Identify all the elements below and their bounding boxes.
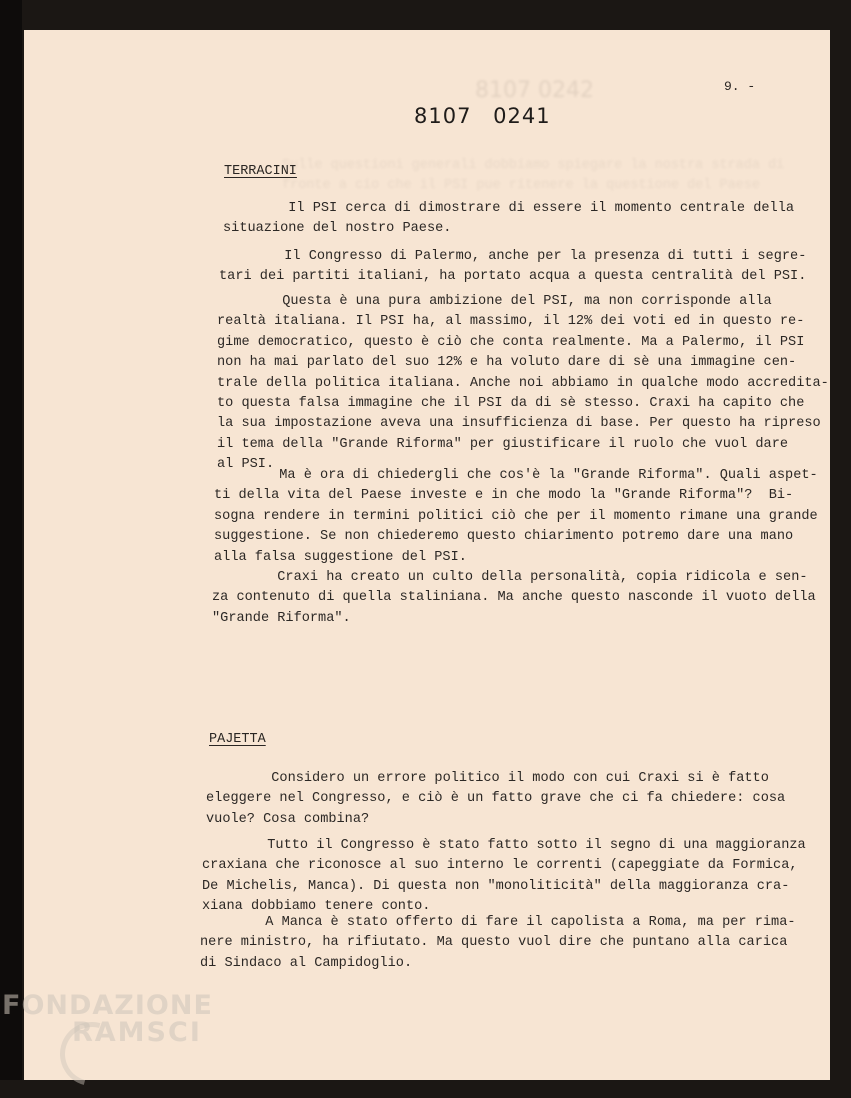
document-page [24, 30, 830, 1080]
paragraph: Craxi ha creato un culto della personalità, copia ridicola e sen- za contenuto di quella staliniana. Ma anche questo nasconde il vuoto della "Grande Riforma". [212, 570, 816, 626]
paragraph: Tutto il Congresso è stato fatto sotto il segno di una maggioranza craxiana che riconosce al suo interno le correnti (capeggiate da Formica, De Michelis, Manca). Di questa non "monoliticità" della maggioranza cra- xiana dobbiamo tenere conto. [202, 838, 806, 915]
ghost-line: fronte a cio che il PSI pue ritenere la questione del Paese [282, 178, 760, 193]
ghost-line: Sulle questioni generali dobbiamo spiegare la nostra strada di [282, 158, 785, 173]
paragraph: Il Congresso di Palermo, anche per la presenza di tutti i segre- tari dei partiti italiani, ha portato acqua a questa centralità del PSI. [219, 249, 807, 285]
watermark-line: FONDAZIONE [2, 990, 213, 1021]
page-number: 9. - [724, 79, 756, 94]
paragraph: Ma è ora di chiedergli che cos'è la "Grande Riforma". Quali aspet- ti della vita del Paese investe e in che modo la "Grande Riforma"? Bi- sogna rendere in termini politici ciò che per il momento rimane una grande suggestione. Se non chiederemo questo chiarimento potremo dare una mano alla falsa suggestione del PSI. [214, 468, 818, 565]
binder-edge [0, 0, 22, 1080]
speaker-heading: PAJETTA [209, 732, 266, 747]
watermark-line: RAMSCI [72, 1017, 202, 1048]
paragraph: Questa è una pura ambizione del PSI, ma non corrisponde alla realtà italiana. Il PSI ha, al massimo, il 12% dei voti ed in questo re- gime democratico, questo è ciò che conta realmente. Ma a Palermo, il PSI non ha mai parlato del suo 12% e ha voluto dare di sè una immagine cen- trale della politica italiana. Anche noi abbiamo in qualche modo accredita- to questa falsa immagine che il PSI da di sè stesso. Craxi ha capito che la sua impostazione aveva una insufficienza di base. Per questo ha ripreso il tema della "Grande Riforma" per giustificare il ruolo che vuol dare al PSI. [217, 294, 829, 473]
ghost-doc-code: 8107 0242 [475, 78, 594, 103]
document-code: 8107 0241 [414, 104, 551, 128]
paragraph: A Manca è stato offerto di fare il capolista a Roma, ma per rima- nere ministro, ha rifiutato. Ma questo vuol dire che puntano alla carica di Sindaco al Campidoglio. [200, 915, 796, 971]
speaker-heading: TERRACINI [224, 164, 297, 179]
paragraph: Il PSI cerca di dimostrare di essere il momento centrale della situazione del nostro Paese. [223, 201, 795, 237]
paragraph: Considero un errore politico il modo con cui Craxi si è fatto eleggere nel Congresso, e ciò è un fatto grave che ci fa chiedere: cosa vuole? Cosa combina? [206, 771, 786, 827]
